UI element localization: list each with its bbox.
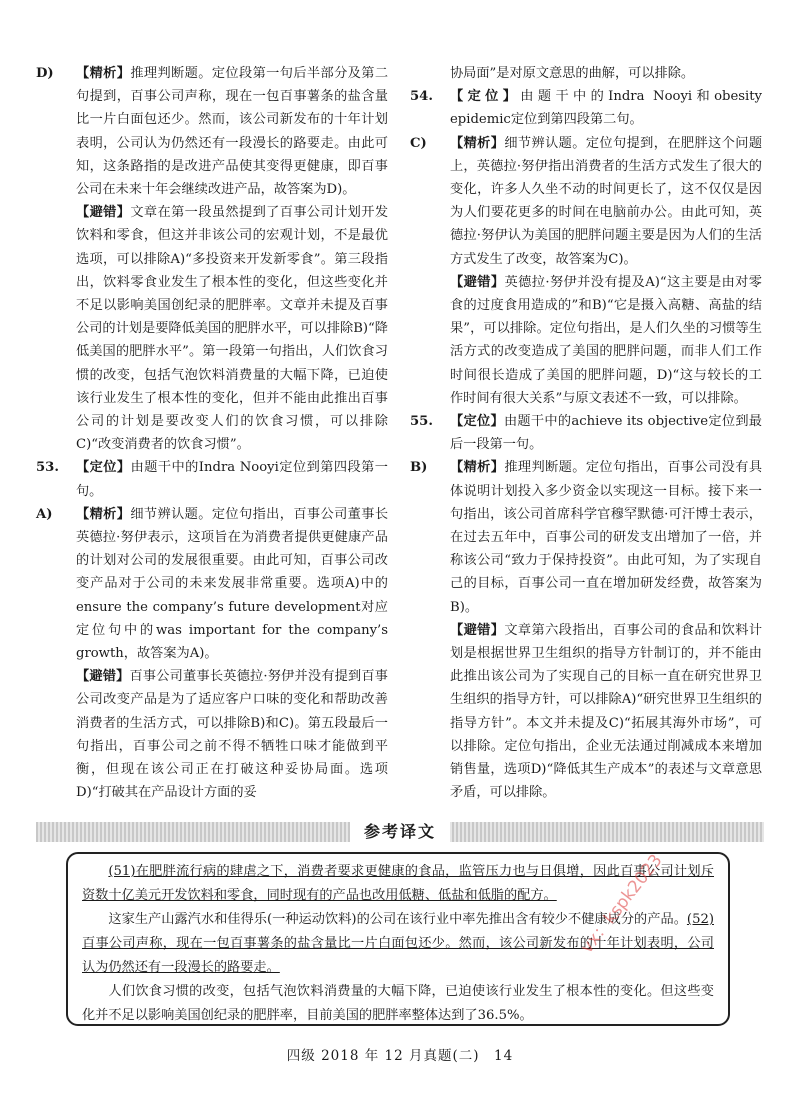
error-avoid-tag: 【避错】 — [450, 274, 505, 290]
answer-label: B) — [410, 460, 428, 476]
error-avoid-text: 文章第六段指出，百事公司的食品和饮料计划是根据世界卫生组织的指导方针制订的，并不能由此推出该公司为了实现自己的目标一直在研究世界卫生组织的指导方针，可以排除A)“研究世界卫生组织的指导方针”。本文并未提及C)“拓展其海外市场”，可以排除。定位句指出，企业无法通过削减成本来增加销售量，选项D)“降低其生产成本”的表述与文章意思矛盾，可以排除。 — [450, 622, 763, 801]
translation-text: 人们饮食习惯的改变，包括气泡饮料消费量的大幅下降，已迫使该行业发生了根本性的变化。但这些变化并不足以影响美国创纪录的肥胖率，目前美国的肥胖率整体达到了36.5%。 — [82, 984, 714, 1023]
analysis-paragraph — [450, 456, 762, 618]
analysis-paragraph — [76, 62, 388, 201]
error-avoid-tag: 【避错】 — [76, 205, 131, 221]
analysis-tag: 【精析】 — [450, 460, 505, 476]
error-avoid-paragraph — [76, 201, 388, 456]
analysis-paragraph — [76, 503, 388, 665]
right-column — [410, 62, 762, 805]
analysis-text: 推理判断题。定位句指出，百事公司没有具体说明计划投入多少资金以实现这一目标。接下来一句指出，该公司首席科学官穆罕默德·可汗博士表示，在过去五年中，百事公司的研发支出增加了一倍，并称该公司“致力于保持投资”。由此可知，为了实现自己的目标，百事公司一直在增加研发经费，故答案为B)。 — [450, 460, 763, 615]
analysis-text: 细节辨认题。定位句指出，百事公司董事长英德拉·努伊表示，这项旨在为消费者提供更健康产品的计划对公司的发展很重要。由此可知，百事公司改变产品对于公司的未来发展非常重要。选项A)中的ensure the company’s future development对应定位句中的was important for the company’s growth，故答案为A)。 — [76, 506, 389, 662]
answer-52-d — [36, 62, 388, 456]
question-53-locate — [36, 456, 388, 502]
locate-text: 由题干中的achieve its objective定位到最后一段第一句。 — [450, 414, 762, 453]
answer-53-a — [36, 503, 388, 805]
error-avoid-tag: 【避错】 — [450, 622, 505, 638]
locate-tag: 【定位】 — [450, 89, 521, 105]
answer-label: C) — [410, 135, 427, 151]
error-avoid-tag: 【避错】 — [76, 669, 130, 685]
answer-label: D) — [36, 66, 54, 81]
analysis-tag: 【精析】 — [76, 66, 131, 81]
analysis-text: 细节辨认题。定位句提到，在肥胖这个问题上，英德拉·努伊指出消费者的生活方式发生了很大的变化，许多人久坐不动的时间更长了，这不仅仅是因为人们要花更多的时间在电脑前办公。由此可知，英德拉·努伊认为美国的肥胖问题主要是因为人们的生活方式发生了改变，故答案为C)。 — [450, 135, 763, 267]
error-avoid-text: 英德拉·努伊并没有提及A)“这主要是由对零食的过度食用造成的”和B)“它是摄入高糖、高盐的结果”，可以排除。定位句指出，是人们久坐的习惯等生活方式的改变造成了美国的肥胖问题，而非人们工作时间很长造成了美国的肥胖问题，D)“这与较长的工作时间有很大关系”与原文表述不一致，可以排除。 — [450, 274, 762, 406]
question-54-locate — [410, 85, 762, 131]
analysis-tag: 【精析】 — [76, 506, 131, 522]
locate-text: 由题干中的Indra Nooyi和obesity epidemic定位到第四段第二句。 — [450, 89, 763, 128]
locate-tag: 【定位】 — [76, 460, 131, 476]
translation-underlined-51: (51)在肥胖流行病的肆虐之下，消费者要求更健康的食品，监管压力也与日俱增，因此百事公司计划斥资数十亿美元开发饮料和零食，同时现有的产品也改用低糖、低盐和低脂的配方。 — [82, 864, 714, 903]
question-number: 53. — [36, 460, 59, 476]
error-avoid-paragraph — [76, 665, 388, 804]
left-column — [36, 62, 388, 805]
translation-text: 这家生产山露汽水和佳得乐(一种运动饮料)的公司在该行业中率先推出含有较少不健康成分的产品。 — [108, 912, 687, 927]
question-number: 54. — [410, 89, 433, 105]
watermark: vx：kspk2023 — [577, 850, 667, 958]
page-footer: 四级 2018 年 12 月真题(二) 14 — [286, 1048, 514, 1064]
continued-text: 协局面”是对原文意思的曲解，可以排除。 — [450, 66, 695, 81]
answer-label: A) — [36, 506, 53, 522]
translation-underlined-52: (52)百事公司声称，现在一包百事薯条的盐含量比一片白面包还少。然而，该公司新发布的十年计划表明，公司认为仍然还有一段漫长的路要走。 — [82, 912, 714, 975]
error-avoid-paragraph — [450, 271, 762, 410]
analysis-paragraph — [450, 132, 762, 271]
translation-paragraph-3 — [82, 980, 714, 1028]
locate-text: 由题干中的Indra Nooyi定位到第四段第一句。 — [76, 460, 388, 499]
answer-54-c — [410, 132, 762, 410]
question-number: 55. — [410, 414, 433, 430]
section-title: 参考译文 — [350, 817, 450, 847]
answer-55-b — [410, 456, 762, 804]
analysis-tag: 【精析】 — [450, 135, 505, 151]
error-avoid-text: 百事公司董事长英德拉·努伊并没有提到百事公司改变产品是为了适应客户口味的变化和帮助改善消费者的生活方式，可以排除B)和C)。第五段最后一句指出，百事公司之前不得不牺牲口味才能做到平衡，但现在该公司正在打破这种妥协局面。选项D)“打破其在产品设计方面的妥 — [76, 669, 388, 801]
error-avoid-paragraph — [450, 619, 762, 805]
locate-tag: 【定位】 — [450, 414, 504, 430]
error-avoid-text: 文章在第一段虽然提到了百事公司计划开发饮料和零食，但这并非该公司的宏观计划，不是最优选项，可以排除A)“多投资来开发新零食”。第三段指出，饮料零食业发生了根本性的变化，但这些变化并不足以影响美国创纪录的肥胖率。文章并未提及百事公司的计划是要降低美国的肥胖水平，可以排除B)“降低美国的肥胖水平”。第一段第一句指出，人们饮食习惯的改变，包括气泡饮料消费量的大幅下降，已迫使该行业发生了根本性的变化，但并不能由此推出百事公司的计划是要改变人们的饮食习惯，可以排除C)“改变消费者的饮食习惯”。 — [76, 205, 389, 453]
question-55-locate — [410, 410, 762, 456]
analysis-text: 推理判断题。定位段第一句后半部分及第二句提到，百事公司声称，现在一包百事薯条的盐含量比一片白面包还少。然而，该公司新发布的十年计划表明，公司认为仍然还有一段漫长的路要走。由此可知，这条路指的是改进产品使其变得更健康，即百事公司在未来十年会继续改进产品，故答案为D)。 — [76, 66, 389, 198]
